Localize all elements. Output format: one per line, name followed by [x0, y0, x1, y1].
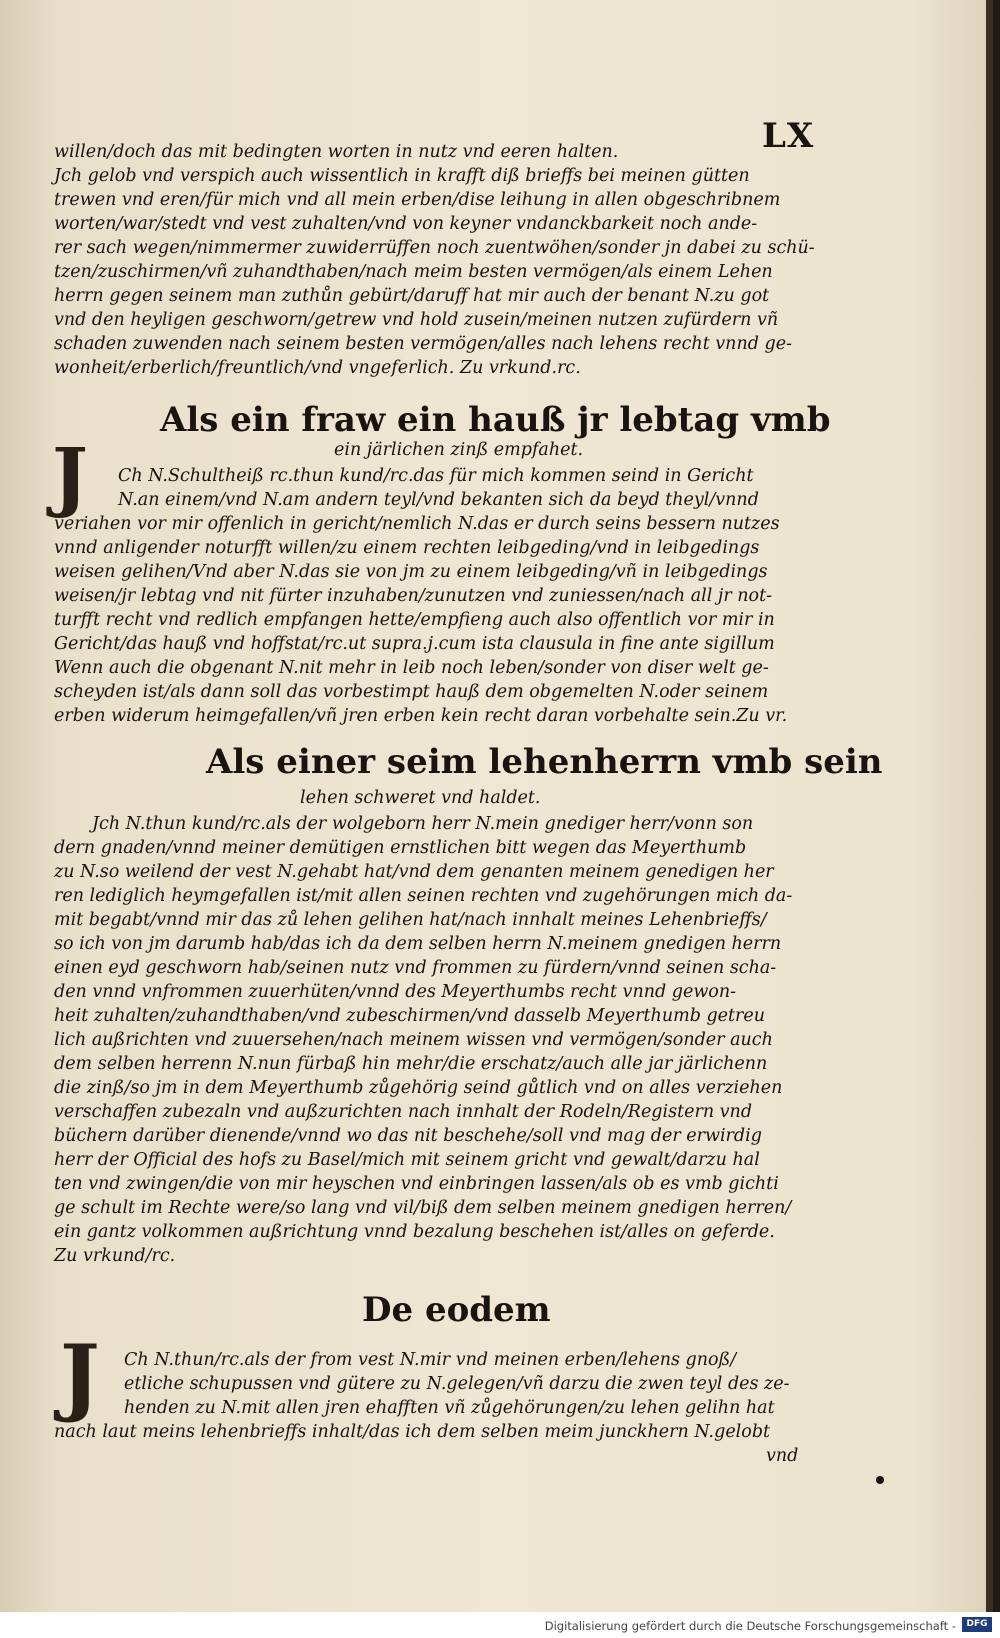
- ink-dot: [876, 1476, 884, 1484]
- text-line: weisen gelihen/Vnd aber N.das sie von jm zu einem leibgeding/vñ in leibgedings: [54, 562, 768, 582]
- text-line: henden zu N.mit allen jren ehafften vñ zůgehörungen/zu lehen gelihn hat: [124, 1398, 775, 1418]
- dfg-logo: DFG: [962, 1617, 992, 1632]
- text-line: ge schult im Rechte were/so lang vnd vil/biß dem selben meinem gnedigen herren/: [54, 1198, 792, 1218]
- text-line: Wenn auch die obgenant N.nit mehr in leib noch leben/sonder von diser welt ge-: [54, 658, 769, 678]
- text-line: Ch N.thun/rc.als der from vest N.mir vnd meinen erben/lehens gnoß/: [124, 1350, 737, 1370]
- text-line: etliche schupussen vnd gütere zu N.gelegen/vñ darzu die zwen teyl des ze-: [124, 1374, 790, 1394]
- text-line: veriahen vor mir offenlich in gericht/nemlich N.das er durch seins bessern nutzes: [54, 514, 780, 534]
- text-line: Ch N.Schultheiß rc.thun kund/rc.das für mich kommen seind in Gericht: [118, 466, 754, 486]
- text-line: Gericht/das hauß vnd hoffstat/rc.ut supra.j.cum ista clausula in fine ante sigillum: [54, 634, 775, 654]
- section-heading: Als ein fraw ein hauß jr lebtag vmb: [160, 400, 831, 440]
- text-line: willen/doch das mit bedingten worten in nutz vnd eeren halten.: [54, 142, 619, 162]
- text-line: rer sach wegen/nimmermer zuwiderrüffen noch zuentwöhen/sonder jn dabei zu schü-: [54, 238, 815, 258]
- text-line: vnnd anligender noturfft willen/zu einem rechten leibgeding/vnd in leibgedings: [54, 538, 760, 558]
- text-line: N.an einem/vnd N.am andern teyl/vnd bekanten sich da beyd theyl/vnnd: [118, 490, 759, 510]
- text-line: den vnnd vnfrommen zuuerhüten/vnnd des Meyerthumbs recht vnnd gewon-: [54, 982, 737, 1002]
- text-line: weisen/jr lebtag vnd nit fürter inzuhaben/zunutzen vnd zuniessen/nach all jr not-: [54, 586, 773, 606]
- text-line: dem selben herrenn N.nun fürbaß hin mehr/die erschatz/auch alle jar järlichenn: [54, 1054, 768, 1074]
- text-line: erben widerum heimgefallen/vñ jren erben kein recht daran vorbehalte sein.Zu vr.: [54, 706, 788, 726]
- text-line: tzen/zuschirmen/vñ zuhandthaben/nach meim besten vermögen/als einem Lehen: [54, 262, 773, 282]
- text-line: mit begabt/vnnd mir das zů lehen gelihen hat/nach innhalt meines Lehenbrieffs/: [54, 910, 767, 930]
- text-line: dern gnaden/vnnd meiner demütigen ernstlichen bitt wegen das Meyerthumb: [54, 838, 747, 858]
- book-spine: [986, 0, 993, 1612]
- text-line: wonheit/erberlich/freuntlich/vnd vngeferlich. Zu vrkund.rc.: [54, 358, 581, 378]
- text-line: ren lediglich heymgefallen ist/mit allen seinen rechten vnd zugehörungen mich da-: [54, 886, 793, 906]
- text-line: ein gantz volkommen außrichtung vnnd bezalung beschehen ist/alles on geferde.: [54, 1222, 775, 1242]
- text-line: büchern darüber dienende/vnnd wo das nit beschehe/soll vnd mag der erwirdig: [54, 1126, 762, 1146]
- text-line: schaden zuwenden nach seinem besten vermögen/alles nach lehens recht vnnd ge-: [54, 334, 792, 354]
- text-line: so ich von jm darumb hab/das ich da dem selben herrn N.meinem gnedigen herrn: [54, 934, 782, 954]
- text-line: die zinß/so jm in dem Meyerthumb zůgehörig seind gůtlich vnd on alles verziehen: [54, 1078, 783, 1098]
- text-line: nach laut meins lehenbrieffs inhalt/das ich dem selben meim junckhern N.gelobt: [54, 1422, 771, 1442]
- section-subheading: lehen schweret vnd haldet.: [300, 788, 541, 808]
- text-line: turfft recht vnd redlich empfangen hette/empfieng auch also offentlich vor mir in: [54, 610, 775, 630]
- text-line: heit zuhalten/zuhandthaben/vnd zubeschirmen/vnd dasselb Meyerthumb getreu: [54, 1006, 766, 1026]
- decorated-initial: J: [60, 1326, 100, 1425]
- text-line: trewen vnd eren/für mich vnd all mein erben/dise leihung in allen obgeschribnem: [54, 190, 781, 210]
- text-line: ten vnd zwingen/die von mir heyschen vnd einbringen lassen/als ob es vmb gichti: [54, 1174, 779, 1194]
- text-line: herrn gegen seinem man zuthůn gebürt/daruff hat mir auch der benant N.zu got: [54, 286, 770, 306]
- text-line: Jch N.thun kund/rc.als der wolgeborn herr N.mein gnediger herr/vonn son: [92, 814, 754, 834]
- text-line: einen eyd geschworn hab/seinen nutz vnd frommen zu fürdern/vnnd seinen scha-: [54, 958, 777, 978]
- text-line: herr der Official des hofs zu Basel/mich mit seinem gricht vnd gewalt/darzu hal: [54, 1150, 760, 1170]
- text-line: Zu vrkund/rc.: [54, 1246, 176, 1266]
- text-line: zu N.so weilend der vest N.gehabt hat/vnd dem genanten meinem genedigen her: [54, 862, 774, 882]
- text-line: vnd den heyligen geschworn/getrew vnd hold zusein/meinen nutzen zufürdern vñ: [54, 310, 779, 330]
- funding-notice: Digitalisierung gefördert durch die Deutsche Forschungsgemeinschaft -: [544, 1619, 956, 1633]
- section-subheading: ein järlichen zinß empfahet.: [334, 440, 584, 460]
- section-heading: Als einer seim lehenherrn vmb sein: [206, 742, 883, 782]
- catchword: vnd: [766, 1446, 799, 1466]
- text-line: Jch gelob vnd verspich auch wissentlich in krafft diß brieffs bei meinen gütten: [54, 166, 750, 186]
- text-line: verschaffen zubezaln vnd außzurichten nach innhalt der Rodeln/Registern vnd: [54, 1102, 753, 1122]
- text-line: worten/war/stedt vnd vest zuhalten/vnd von keyner vndanckbarkeit noch ande-: [54, 214, 758, 234]
- text-line: scheyden ist/als dann soll das vorbestimpt hauß dem obgemelten N.oder seinem: [54, 682, 769, 702]
- decorated-initial: J: [52, 431, 88, 520]
- text-line: lich außrichten vnd zuuersehen/nach meinem wissen vnd vermögen/sonder auch: [54, 1030, 773, 1050]
- folio-number: LX: [762, 116, 815, 156]
- section-heading: De eodem: [362, 1290, 551, 1330]
